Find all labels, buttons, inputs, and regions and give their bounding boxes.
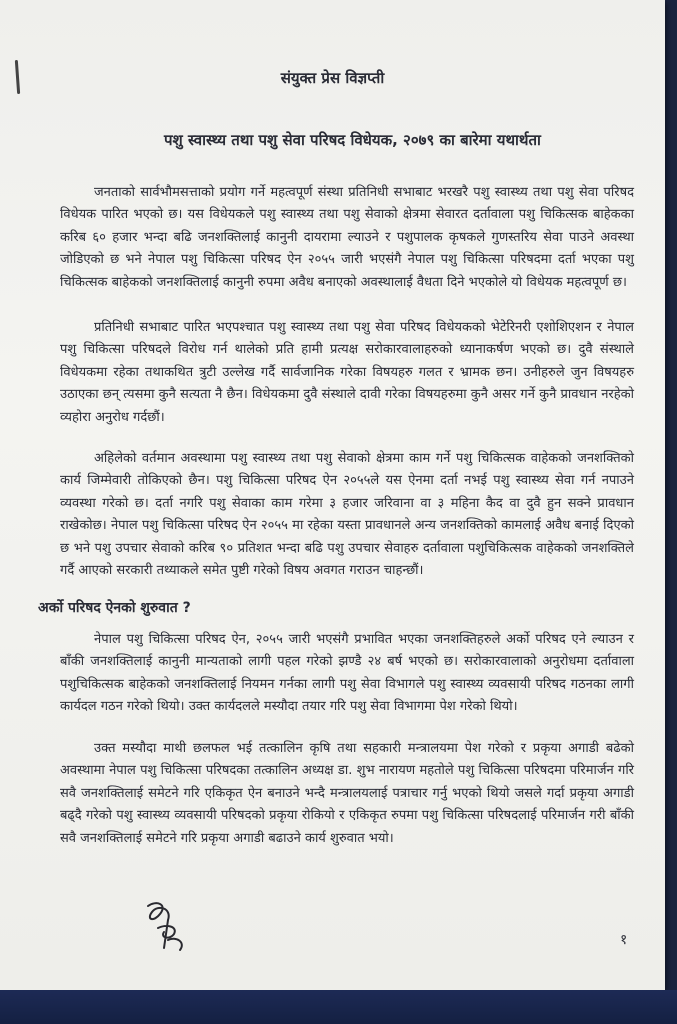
paragraph-2: प्रतिनिधी सभाबाट पारित भएपश्चात पशु स्वास्थ्य तथा पशु सेवा परिषद विधेयकको भेटेरिनरी एशोशिएशन र नेपाल पशु चिकित्सा परिषदले विरोध गर्न थालेको प्रति हामी प्रत्यक्ष सरोकारवालाहरुको ध्यानाकर्षण भएको छ। दुवै संस्थाले विधेयकमा रहेका तथाकथित त्रुटी उल्लेख गर्दै सार्वजानिक गरेका विषयहरु गलत र भ्रामक छन। उनीहरुले जुन विषयहरु उठाएका छन् त्यसमा कुनै सत्यता नै छैन। विधेयकमा दुवै संस्थाले दावी गरेका विषयहरुमा कुनै असर गर्ने कुनै प्रावधान नरहेको व्यहोरा अनुरोध गर्दछौं।	[60, 320, 634, 425]
paragraph-1: जनताको सार्वभौमसत्ताको प्रयोग गर्ने महत्वपूर्ण संस्था प्रतिनिधी सभाबाट भरखरै पशु स्वास्थ्य तथा पशु सेवा परिषद विधेयक पारित भएको छ। यस विधेयकले पशु स्वास्थ्य तथा पशु सेवाको क्षेत्रमा सेवारत दर्तावाला पशु चिकित्सक बाहेकका करिब ६० हजार भन्दा बढि जनशक्तिलाई कानुनी दायरामा ल्याउने र पशुपालक कृषकले गुणस्तरिय सेवा पाउने अवस्था जोडिएको छ भने नेपाल पशु चिकित्सा परिषद ऐन २०५५ जारी भएसंगै नेपाल पशु चिकित्सा परिषदमा दर्ता भएका पशु चिकित्सक बाहेकको जनशक्तिलाई कानुनी रुपमा अवैध बनाएको अवस्थालाई वैधता दिने भएकोले यो विधेयक महत्वपूर्ण छ।	[60, 185, 634, 290]
document-title: संयुक्त प्रेस विज्ञप्ती	[280, 69, 385, 87]
paragraph-4: नेपाल पशु चिकित्सा परिषद ऐन, २०५५ जारी भएसंगै प्रभावित भएका जनशक्तिहरुले अर्को परिषद एने ल्याउन र बाँकी जनशक्तिलाई कानुनी मान्यताको लागी पहल गरेको झण्डै २४ बर्ष भएको छ। सरोकारवालाको अनुरोधमा दर्तावाला पशुचिकित्सक बाहेकको जनशक्तिलाई नियमन गर्नका लागी पशु सेवा विभागले पशु स्वास्थ्य व्यवसायी परिषद गठनका लागी कार्यदल गठन गरेको थियो। उक्त कार्यदलले मस्यौदा तयार गरि पशु सेवा विभागमा पेश गरेको थियो।	[60, 632, 634, 715]
page-number: १	[620, 932, 628, 948]
paragraph-5: उक्त मस्यौदा माथी छलफल भई तत्कालिन कृषि तथा सहकारी मन्त्रालयमा पेश गरेको र प्रकृया अगाडी बढेको अवस्थामा नेपाल पशु चिकित्सा परिषदका तत्कालिन अध्यक्ष डा. शुभ नारायण महतोले पशु चिकित्सा परिषदमा परिमार्जन गरि सवै जनशक्तिलाई समेटने गरि एकिकृत ऐन बनाउने भन्दै मन्त्रालयलाई पत्राचार गर्नु भएको थियो जसले गर्दा प्रकृया अगाडी बढ्दै गरेको पशु स्वास्थ्य व्यवसायी परिषदको प्रकृया रोकियो र एकिकृत रुपमा पशु चिकित्सा परिषदलाई परिमार्जन गरी बाँकी सवै जनशक्तिलाई समेटने गरि प्रकृया अगाडी बढाउने कार्य शुरुवात भयो।	[60, 741, 634, 846]
handwritten-signature	[138, 898, 194, 956]
background-surface	[0, 990, 677, 1024]
document-subtitle: पशु स्वास्थ्य तथा पशु सेवा परिषद विधेयक, २०७९ का बारेमा यथार्थता	[164, 131, 541, 149]
paragraph-3: अहिलेको वर्तमान अवस्थामा पशु स्वास्थ्य तथा पशु सेवाको क्षेत्रमा काम गर्ने पशु चिकित्सक वाहेकको जनशक्तिको कार्य जिम्मेवारी तोकिएको छैन। पशु चिकित्सा परिषद ऐन २०५५ले यस ऐनमा दर्ता नभई पशु स्वास्थ्य सेवा गर्न नपाउने व्यवस्था गरेको छ। दर्ता नगरि पशु सेवाका काम गरेमा ३ हजार जरिवाना वा ३ महिना कैद वा दुवै हुन सक्ने प्रावधान राखेकोछ। नेपाल पशु चिकित्सा परिषद ऐन २०५५ मा रहेका यस्ता प्रावधानले अन्य जनशक्तिको कामलाई अवैध बनाई दिएको छ भने पशु उपचार सेवाको करिब ९० प्रतिशत भन्दा बढि पशु उपचार सेवाहरु दर्तावाला पशुचिकित्सक वाहेकको जनशक्तिले गर्दै आएको सरकारी तथ्याकले समेत पुष्टी गरेको विषय अवगत गराउन चाहन्छौं।	[60, 451, 634, 579]
section-heading: अर्को परिषद ऐनको शुरुवात ?	[38, 600, 191, 616]
